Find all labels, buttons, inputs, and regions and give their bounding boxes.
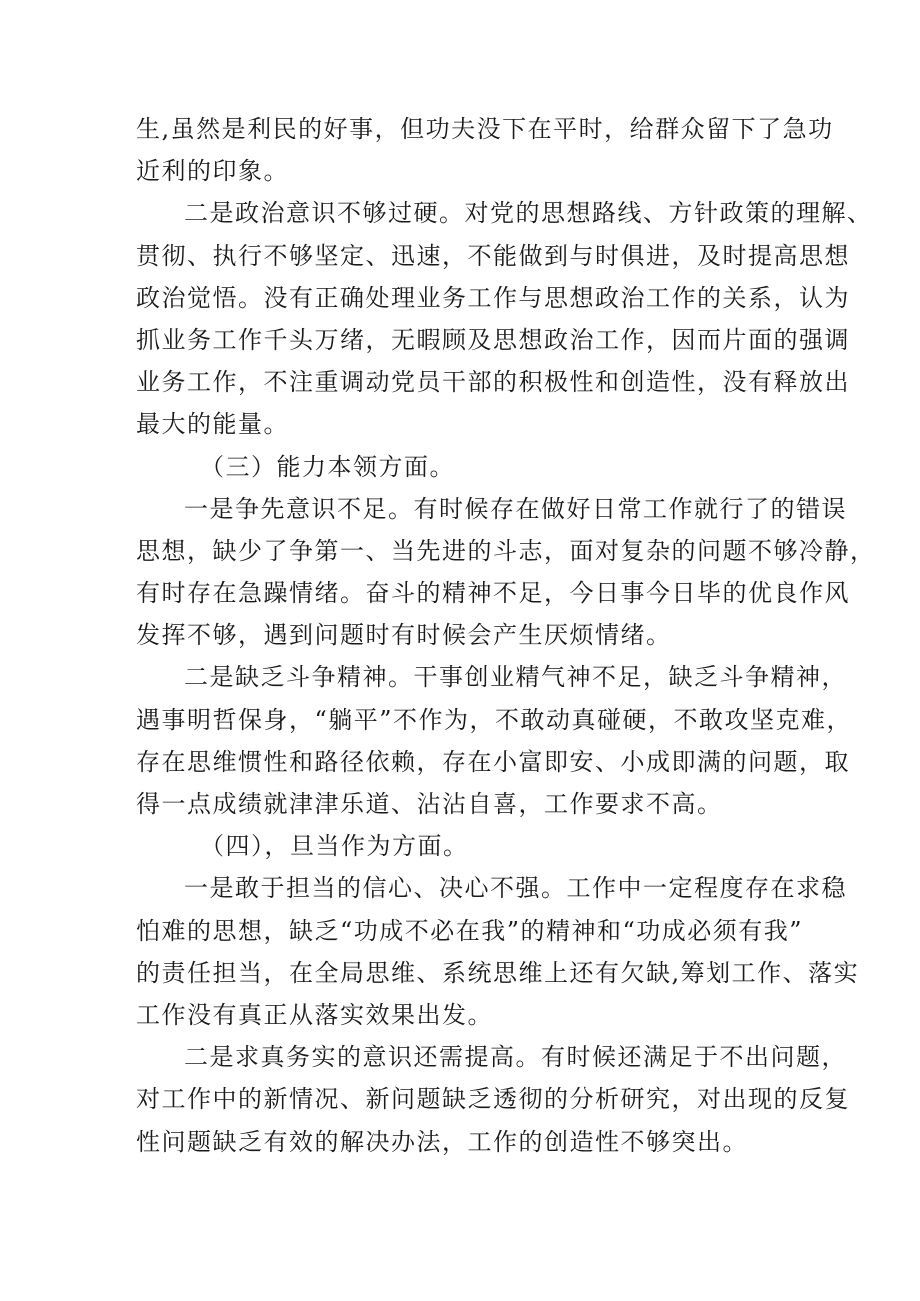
text-line: 对工作中的新情况、新问题缺乏透彻的分析研究，对出现的反复	[136, 1085, 850, 1114]
text-line: 的责任担当，在全局思维、系统思维上还有欠缺,筹划工作、落实	[136, 958, 860, 987]
text-line: 贯彻、执行不够坚定、迅速，不能做到与时俱进，及时提高思想	[136, 241, 850, 270]
text-line: 思想，缺少了争第一、当先进的斗志，面对复杂的问题不够冷静，	[136, 536, 876, 565]
text-line: 政治觉悟。没有正确处理业务工作与思想政治工作的关系，认为	[136, 283, 850, 312]
text-line: 最大的能量。	[136, 410, 289, 439]
paragraph-start: 一是敢于担当的信心、决心不强。工作中一定程度存在求稳	[184, 874, 847, 903]
text-line: 性问题缺乏有效的解决办法，工作的创造性不够突出。	[136, 1127, 748, 1156]
section-heading: （四），旦当作为方面。	[200, 832, 469, 861]
text-line: 发挥不够，遇到问题时有时候会产生厌烦情绪。	[136, 621, 672, 650]
text-line: 工作没有真正从落实效果出发。	[136, 1000, 493, 1029]
text-line: 抓业务工作千头万绪，无暇顾及思想政治工作，因而片面的强调	[136, 325, 850, 354]
text-line: 怕难的思想，缺乏“功成不必在我”的精神和“功成必须有我”	[136, 916, 804, 945]
section-heading: （三）能力本领方面。	[200, 452, 455, 481]
document-body	[136, 108, 876, 1163]
text-line: 有时存在急躁情绪。奋斗的精神不足，今日事今日毕的优良作风	[136, 579, 850, 608]
text-line: 近利的印象。	[136, 157, 289, 186]
paragraph-start: 一是争先意识不足。有时候存在做好日常工作就行了的错误	[184, 494, 847, 523]
paragraph-start: 二是缺乏斗争精神。干事创业精气神不足，缺乏斗争精神，	[184, 663, 847, 692]
text-line: 生,虽然是利民的好事，但功夫没下在平时，给群众留下了急功	[136, 115, 834, 143]
paragraph-start: 二是求真务实的意识还需提高。有时候还满足于不出问题，	[184, 1043, 847, 1072]
text-line: 遇事明哲保身，“躺平”不作为，不敢动真碰硬，不敢攻坚克难，	[136, 705, 853, 734]
text-line: 存在思维惯性和路径依赖，存在小富即安、小成即满的问题，取	[136, 747, 850, 776]
text-line: 业务工作，不注重调动党员干部的积极性和创造性，没有释放出	[136, 368, 850, 397]
paragraph-start: 二是政治意识不够过硬。对党的思想路线、方针政策的理解、	[184, 199, 873, 228]
text-line: 得一点成绩就津津乐道、沾沾自喜，工作要求不高。	[136, 790, 723, 818]
